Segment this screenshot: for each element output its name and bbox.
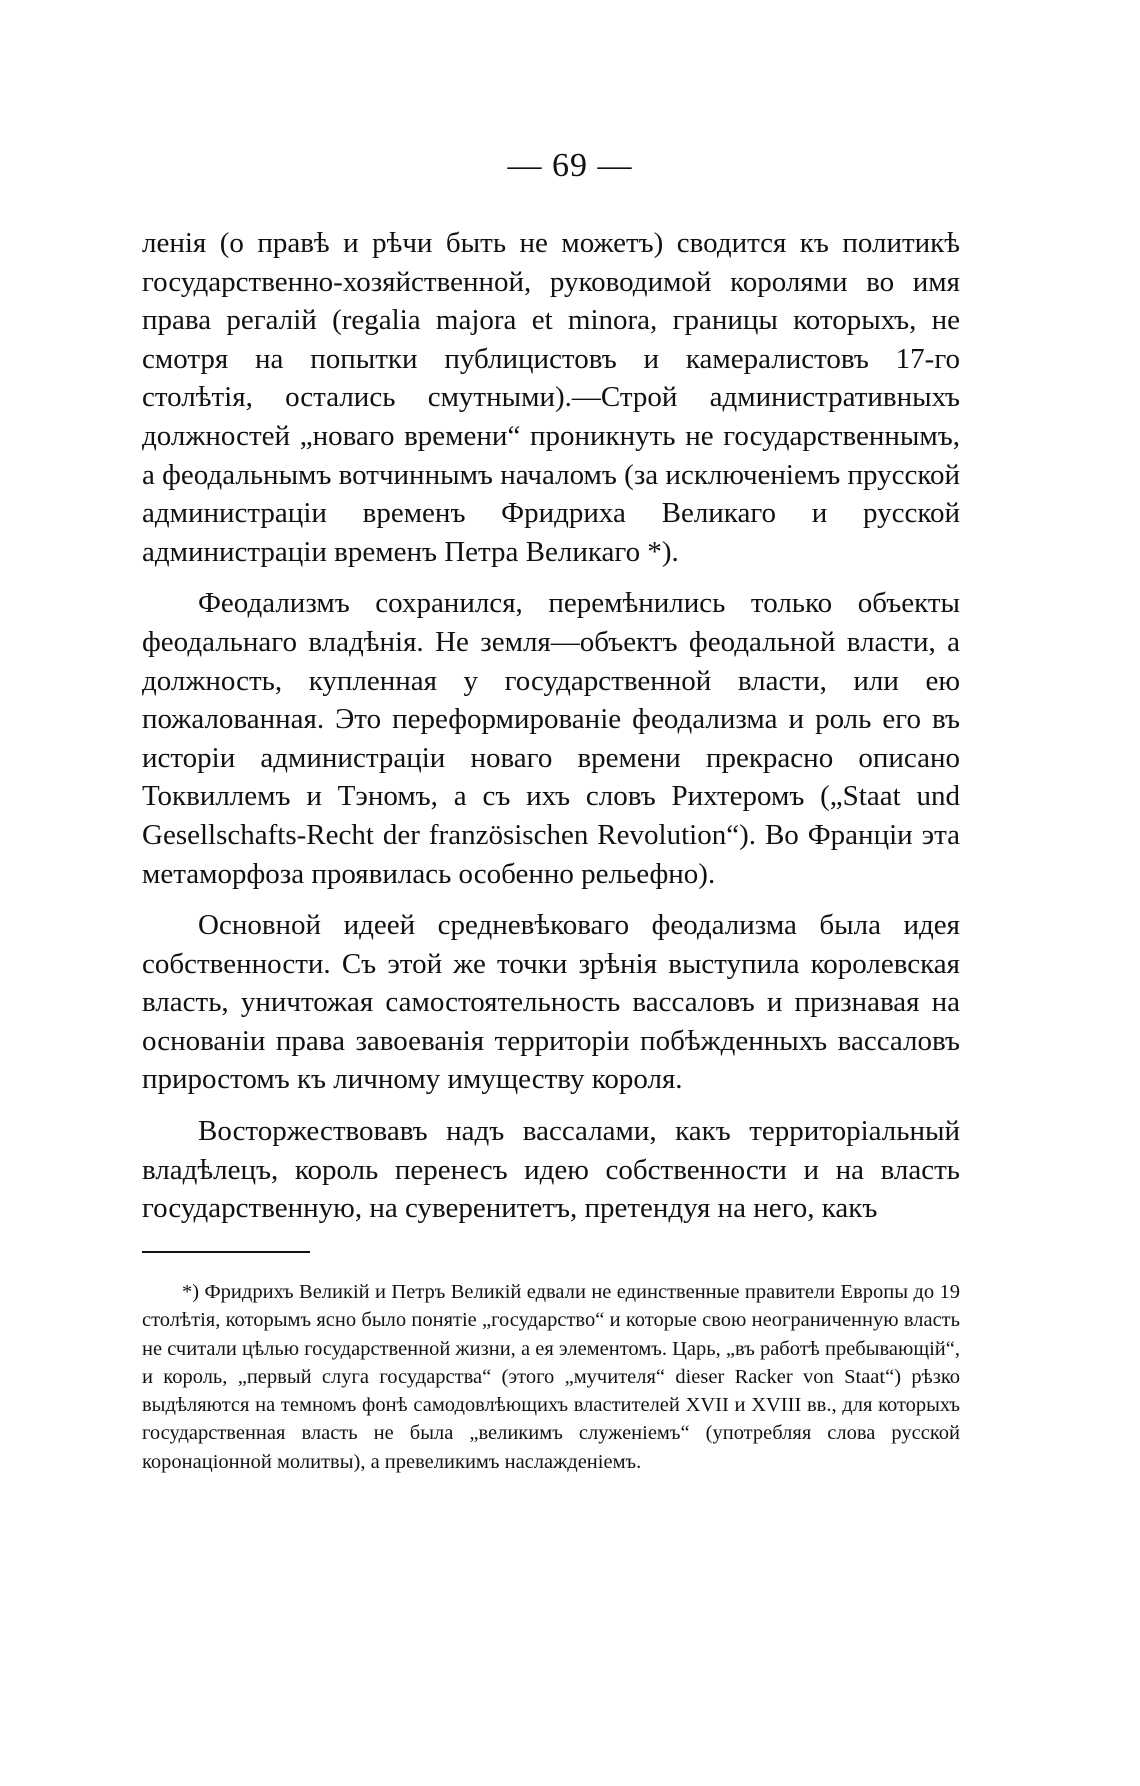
footnotes <box>142 1278 960 1476</box>
paragraph: Основной идеей средневѣковаго феодализма была идея собственности. Съ этой же точки зрѣнія выступила королевская власть, уничтожая самостоятельность вассаловъ и признавая на основаніи права завоеванія территоріи побѣжденныхъ вассаловъ приростомъ къ личному имуществу короля. <box>142 909 960 1096</box>
main-text <box>142 224 960 1228</box>
paragraph: ленія (о правѣ и рѣчи быть не можетъ) сводится къ политикѣ государственно-хозяйственной, руководимой королями во имя права регалій (regalia majora et minora, границы которыхъ, не смотря на попытки публицистовъ и камералистовъ 17-го столѣтія, остались смутными).—Строй административныхъ должностей „новаго времени“ проникнуть не государственнымъ, а феодальнымъ вотчиннымъ началомъ (за исключеніемъ прусской администраціи временъ Фридриха Великаго и русской администраціи временъ Петра Великаго *). <box>142 227 960 568</box>
paragraph: Феодализмъ сохранился, перемѣнились только объекты феодальнаго владѣнія. Не земля—объектъ феодальной власти, а должность, купленная у государственной власти, или ею пожалованная. Это переформированіе феодализма и роль его въ исторіи администраціи новаго времени прекрасно описано Токвиллемъ и Тэномъ, а съ ихъ словъ Рихтеромъ („Staat und Gesellschafts-Recht der französischen Revolution“). Во Франціи эта метаморфоза проявилась особенно рельефно). <box>142 587 960 890</box>
page-number: — 69 — <box>507 147 633 184</box>
paragraph: Восторжествовавъ надъ вассалами, какъ территоріальный владѣлецъ, король перенесъ идею собственности и на власть государственную, на суверенитетъ, претендуя на него, какъ <box>142 1115 960 1225</box>
footnote: *) Фридрихъ Великій и Петръ Великій едвали не единственные правители Европы до 19 столѣтія, которымъ ясно было понятіе „государство“ и которые свою неограниченную власть не считали цѣлью государственной жизни, а ея элементомъ. Царь, „въ работѣ пребывающій“, и король, „первый слуга государства“ (этого „мучителя“ dieser Racker von Staat“) рѣзко выдѣляются на темномъ фонѣ самодовлѣющихъ властителей XVII и XVIII вв., для которыхъ государственная власть не была „великимъ служеніемъ“ (употребляя слова русской коронаціонной молитвы), а превеликимъ наслажденіемъ. <box>142 1281 960 1473</box>
footnote-separator <box>142 1251 310 1253</box>
